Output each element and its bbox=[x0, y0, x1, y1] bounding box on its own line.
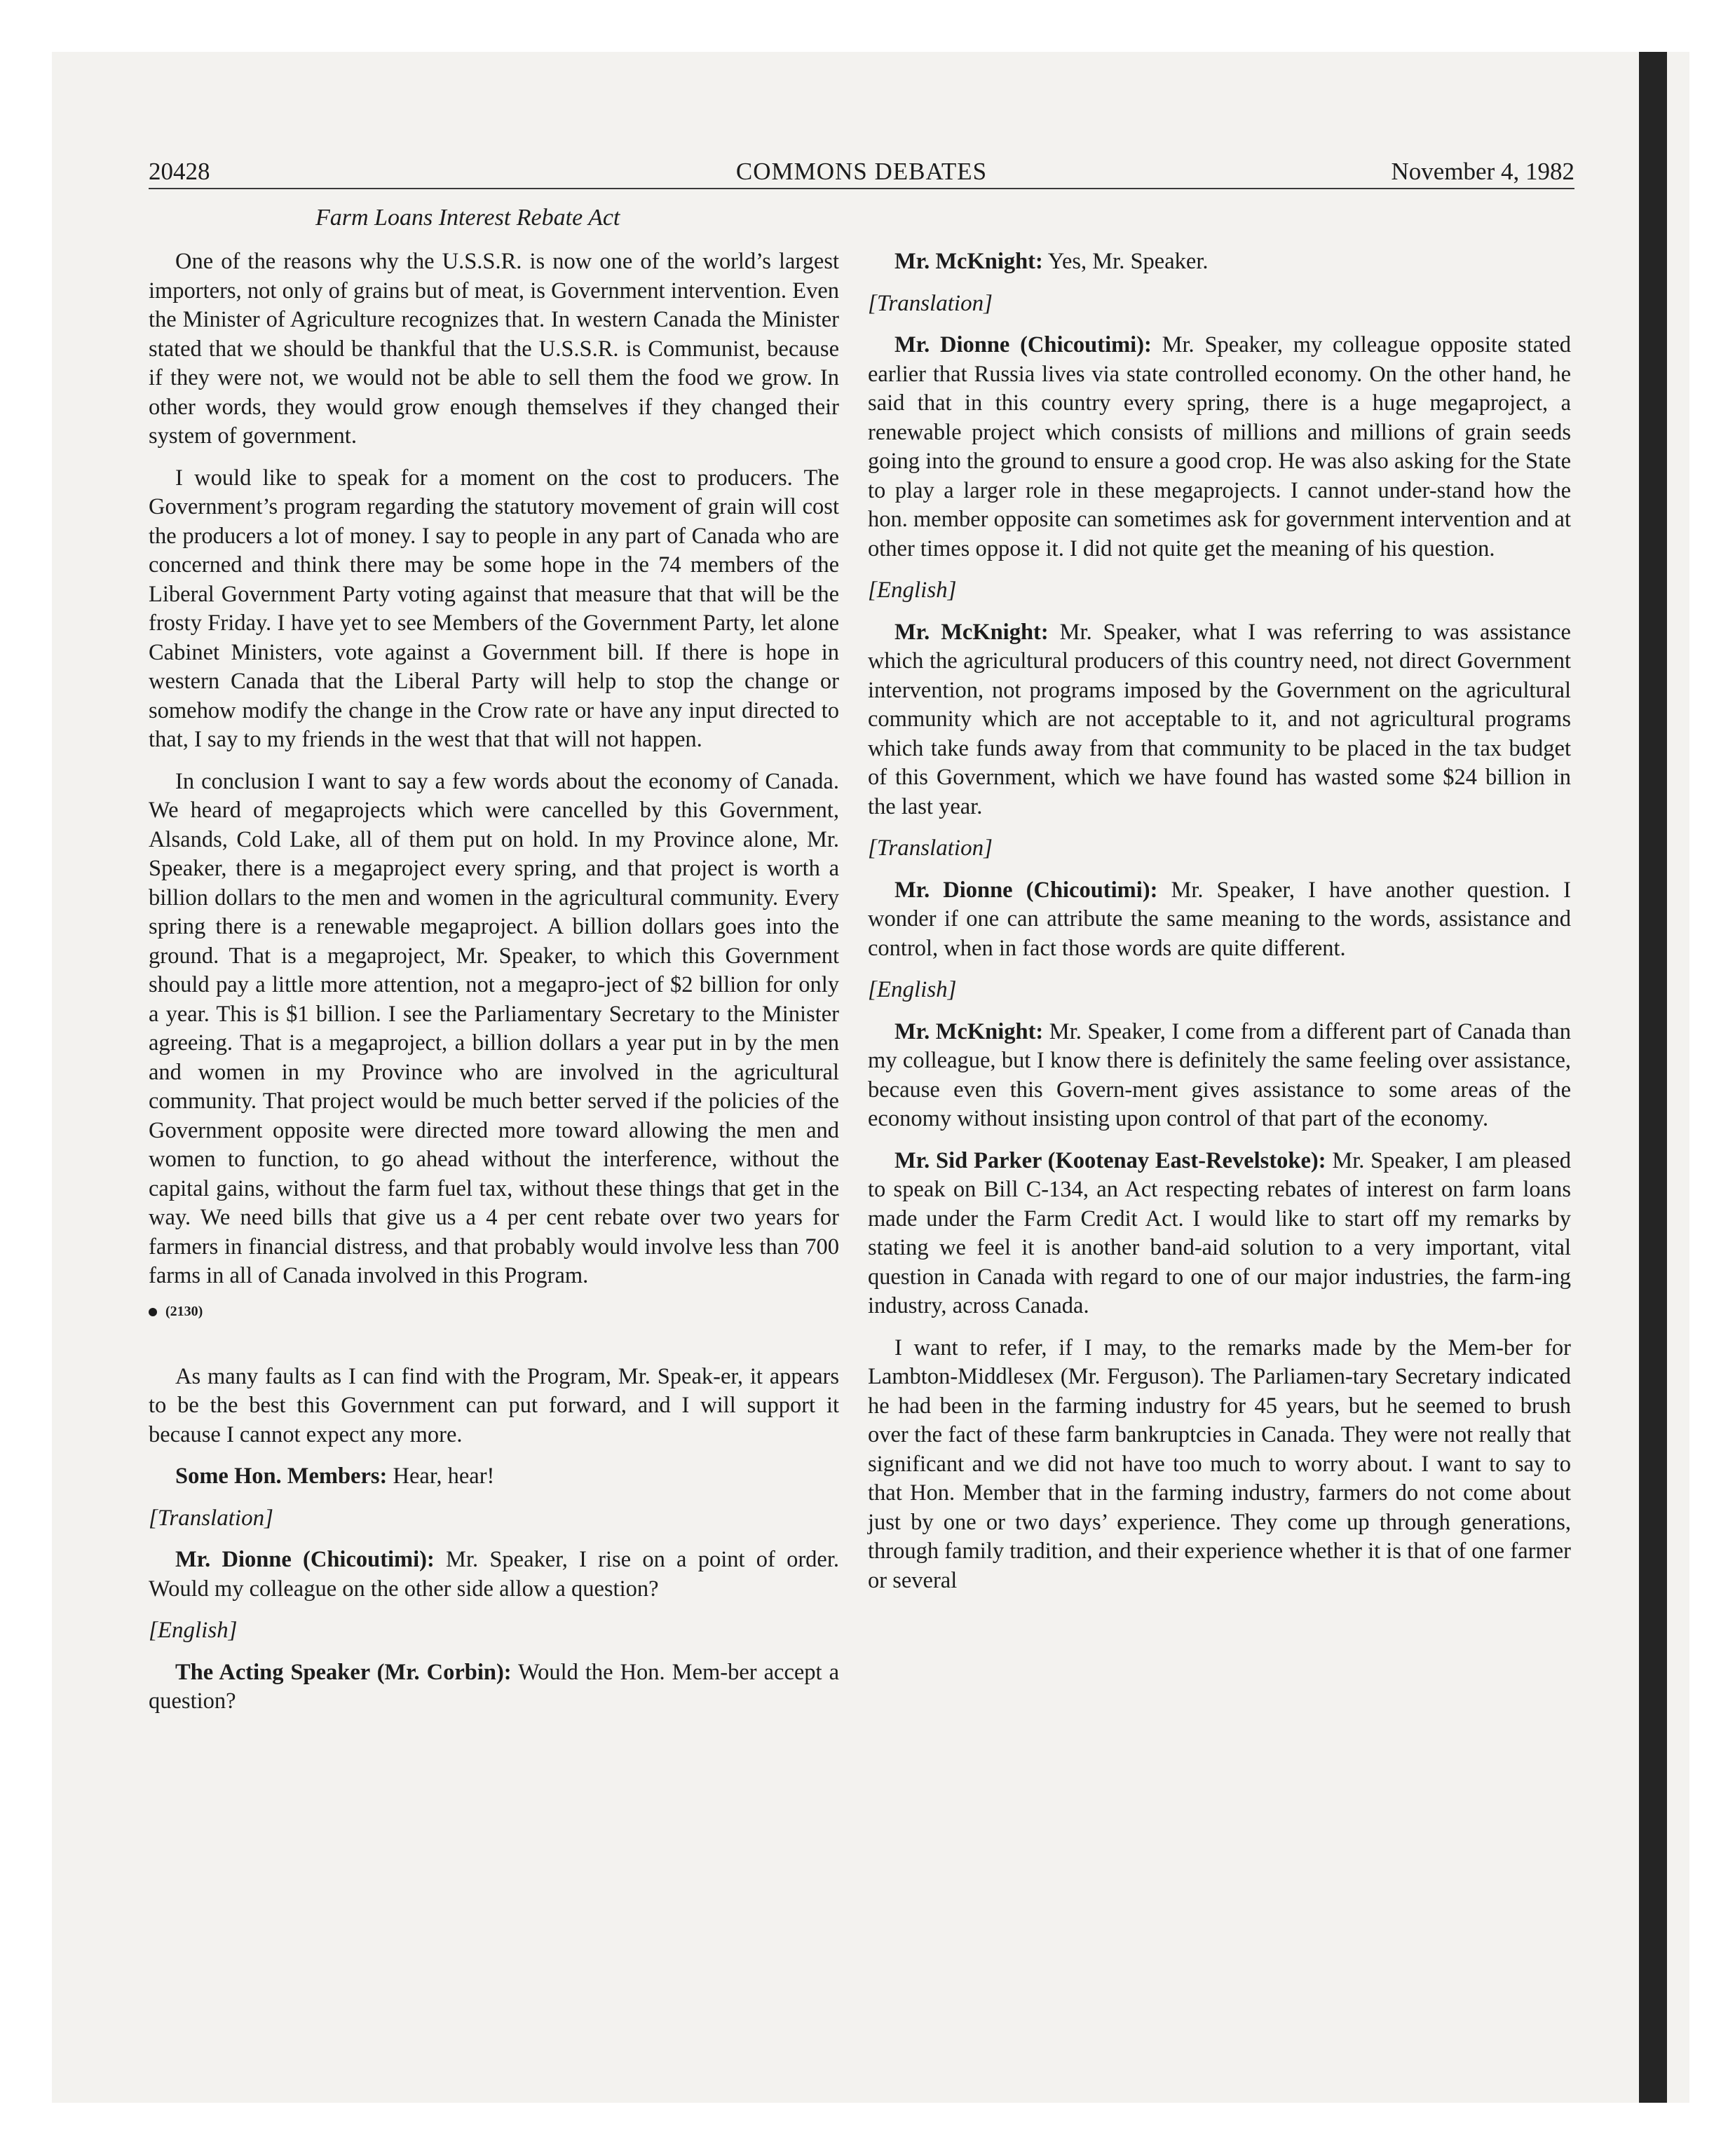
speech-text: Mr. Speaker, I rise on a point of order. Would my colleague on the other side allow a question? bbox=[149, 1547, 839, 1602]
speech-text: Mr. Speaker, what I was referring to was assistance which the agricultural producers of this country need, not direct Government intervention, not programs imposed by the Government on the agricultural community which are not acceptable to it, and not agricultural programs which take funds away from that community to be placed in the tax budget of this Government, which we have found has wasted some $24 billion in the last year. bbox=[868, 619, 1571, 819]
running-head: Farm Loans Interest Rebate Act bbox=[315, 205, 620, 231]
language-marker: [Translation] bbox=[868, 835, 993, 861]
speaker-name: Mr. McKnight: bbox=[894, 619, 1049, 645]
speech bbox=[149, 1658, 839, 1717]
speech-text: Mr. Speaker, I have another question. I wonder if one can attribute the same meaning to the words, assistance and control, when in fact those words are quite different. bbox=[868, 877, 1571, 961]
speaker-name: Some Hon. Members: bbox=[175, 1464, 388, 1489]
debate-date: November 4, 1982 bbox=[1391, 158, 1574, 185]
speaker-name: Mr. Dionne (Chicoutimi): bbox=[175, 1547, 435, 1572]
speech bbox=[868, 1147, 1571, 1321]
timestamp-text: (2130) bbox=[165, 1303, 203, 1319]
language-marker: [English] bbox=[868, 977, 957, 1002]
speech bbox=[868, 876, 1571, 964]
speech-text: Hear, hear! bbox=[387, 1464, 495, 1489]
language-marker: [Translation] bbox=[868, 290, 993, 316]
speaker-name: Mr. McKnight: bbox=[894, 249, 1043, 274]
paragraph: I would like to speak for a moment on the cost to producers. The Government’s program regarding the statutory movement of grain will cost the producers a lot of money. I say to people in any part of Canada who are concerned and think there may be some hope in the 74 members of the Liberal Government Party voting against that measure that that will be the frosty Friday. I have yet to see Members of the Government Party, let alone Cabinet Ministers, vote against a Government bill. If there is hope in western Canada that the Liberal Party will help to stop the change or somehow modify the change in the Crow rate or have any input directed to that, I say to my friends in the west that that will not happen. bbox=[149, 465, 839, 752]
language-marker: [English] bbox=[149, 1618, 238, 1643]
header-divider bbox=[149, 188, 1574, 189]
timestamp-marker bbox=[149, 1301, 839, 1322]
paragraph: As many faults as I can find with the Program, Mr. Speak-er, it appears to be the best this Government can put forward, and I will support it because I cannot expect any more. bbox=[149, 1363, 839, 1447]
speech-text: Mr. Speaker, I am pleased to speak on Bill C-134, an Act respecting rebates of interest on farm loans made under the Farm Credit Act. I would like to start off my remarks by stating we feel it is another band-aid solution to a very important, vital question in Canada with regard to one of our major industries, the farm-ing industry, across Canada. bbox=[868, 1147, 1571, 1318]
page-header bbox=[149, 156, 1574, 188]
paragraph: I want to refer, if I may, to the remarks made by the Mem-ber for Lambton-Middlesex (Mr. Ferguson). The Parliamen-tary Secretary indicated he had been in the farming industry for 45 years, but he seemed to brush over the fact of these farm bankruptcies in Canada. They were not really that significant and we did not have too much to worry about. I want to say to that Hon. Member that in the farming industry, farmers do not come about just by one or two days’ experience. They come up through generations, through family tradition, and their experience whether it is that of one farmer or several bbox=[868, 1335, 1571, 1593]
speech-text: Mr. Speaker, I come from a different part of Canada than my colleague, but I know there is definitely the same feeling over assistance, because even this Govern-ment gives assistance to some areas of the economy without insisting upon control of that part of the economy. bbox=[868, 1018, 1571, 1131]
speech-text: Would the Hon. Mem-ber accept a question? bbox=[149, 1659, 839, 1714]
speech bbox=[868, 331, 1571, 564]
speech bbox=[149, 1462, 839, 1492]
left-column bbox=[149, 247, 839, 1729]
paragraph: One of the reasons why the U.S.S.R. is now one of the world’s largest importers, not only of grains but of meat, is Government intervention. Even the Minister of Agriculture recognizes that. In western Canada the Minister stated that we should be thankful that the U.S.S.R. is Communist, because if they were not, we would not be able to sell them the food we grow. In other words, they would grow enough themselves if they changed their system of government. bbox=[149, 249, 839, 449]
page-number: 20428 bbox=[149, 158, 210, 185]
speech-text: Mr. Speaker, my colleague opposite stated earlier that Russia lives via state controlled economy. On the other hand, he said that in this country every spring, there is a huge megaproject, a renewable project which consists of millions and millions of grain seeds going into the ground to ensure a good crop. He was also asking for the State to play a larger role in these megaprojects. I cannot under-stand how the hon. member opposite can sometimes ask for government intervention and at other times oppose it. I did not quite get the meaning of his question. bbox=[868, 332, 1571, 561]
speech bbox=[868, 247, 1571, 277]
speech bbox=[149, 1546, 839, 1604]
right-column bbox=[868, 247, 1571, 1608]
speaker-name: Mr. Dionne (Chicoutimi): bbox=[894, 332, 1152, 357]
bullet-icon bbox=[149, 1308, 157, 1316]
scan-edge-bar bbox=[1639, 52, 1667, 2103]
speaker-name: Mr. Dionne (Chicoutimi): bbox=[894, 877, 1158, 903]
publication-title: COMMONS DEBATES bbox=[735, 158, 988, 185]
language-marker: [English] bbox=[868, 578, 957, 603]
speaker-name: Mr. Sid Parker (Kootenay East-Revelstoke): bbox=[894, 1147, 1326, 1173]
language-marker: [Translation] bbox=[149, 1505, 273, 1531]
speaker-name: The Acting Speaker (Mr. Corbin): bbox=[175, 1659, 512, 1685]
speech bbox=[868, 618, 1571, 822]
paragraph: In conclusion I want to say a few words about the economy of Canada. We heard of megaprojects which were cancelled by this Government, Alsands, Cold Lake, all of them put on hold. In my Province alone, Mr. Speaker, there is a megaproject every spring, and that project is worth a billion dollars to the men and women in the agricultural community. Every spring there is a renewable megaproject. A billion dollars goes into the ground. That is a megaproject, Mr. Speaker, to which this Government should pay a little more attention, not a megapro-ject of $2 billion for only a year. This is $1 billion. I see the Parliamentary Secretary to the Minister agreeing. That is a megaproject, a billion dollars a year put in by the men and women in my Province who are involved in the agricultural community. That project would be much better served if the policies of the Government opposite were directed more toward allowing the men and women to function, to go ahead without the interference, without the capital gains, without the farm fuel tax, without these things that get in the way. We need bills that give us a 4 per cent rebate over two years for farmers in financial distress, and that probably would involve less than 700 farms in all of Canada involved in this Program. bbox=[149, 768, 839, 1288]
speech bbox=[868, 1018, 1571, 1134]
speech-text: Yes, Mr. Speaker. bbox=[1042, 249, 1209, 274]
speaker-name: Mr. McKnight: bbox=[894, 1018, 1044, 1044]
